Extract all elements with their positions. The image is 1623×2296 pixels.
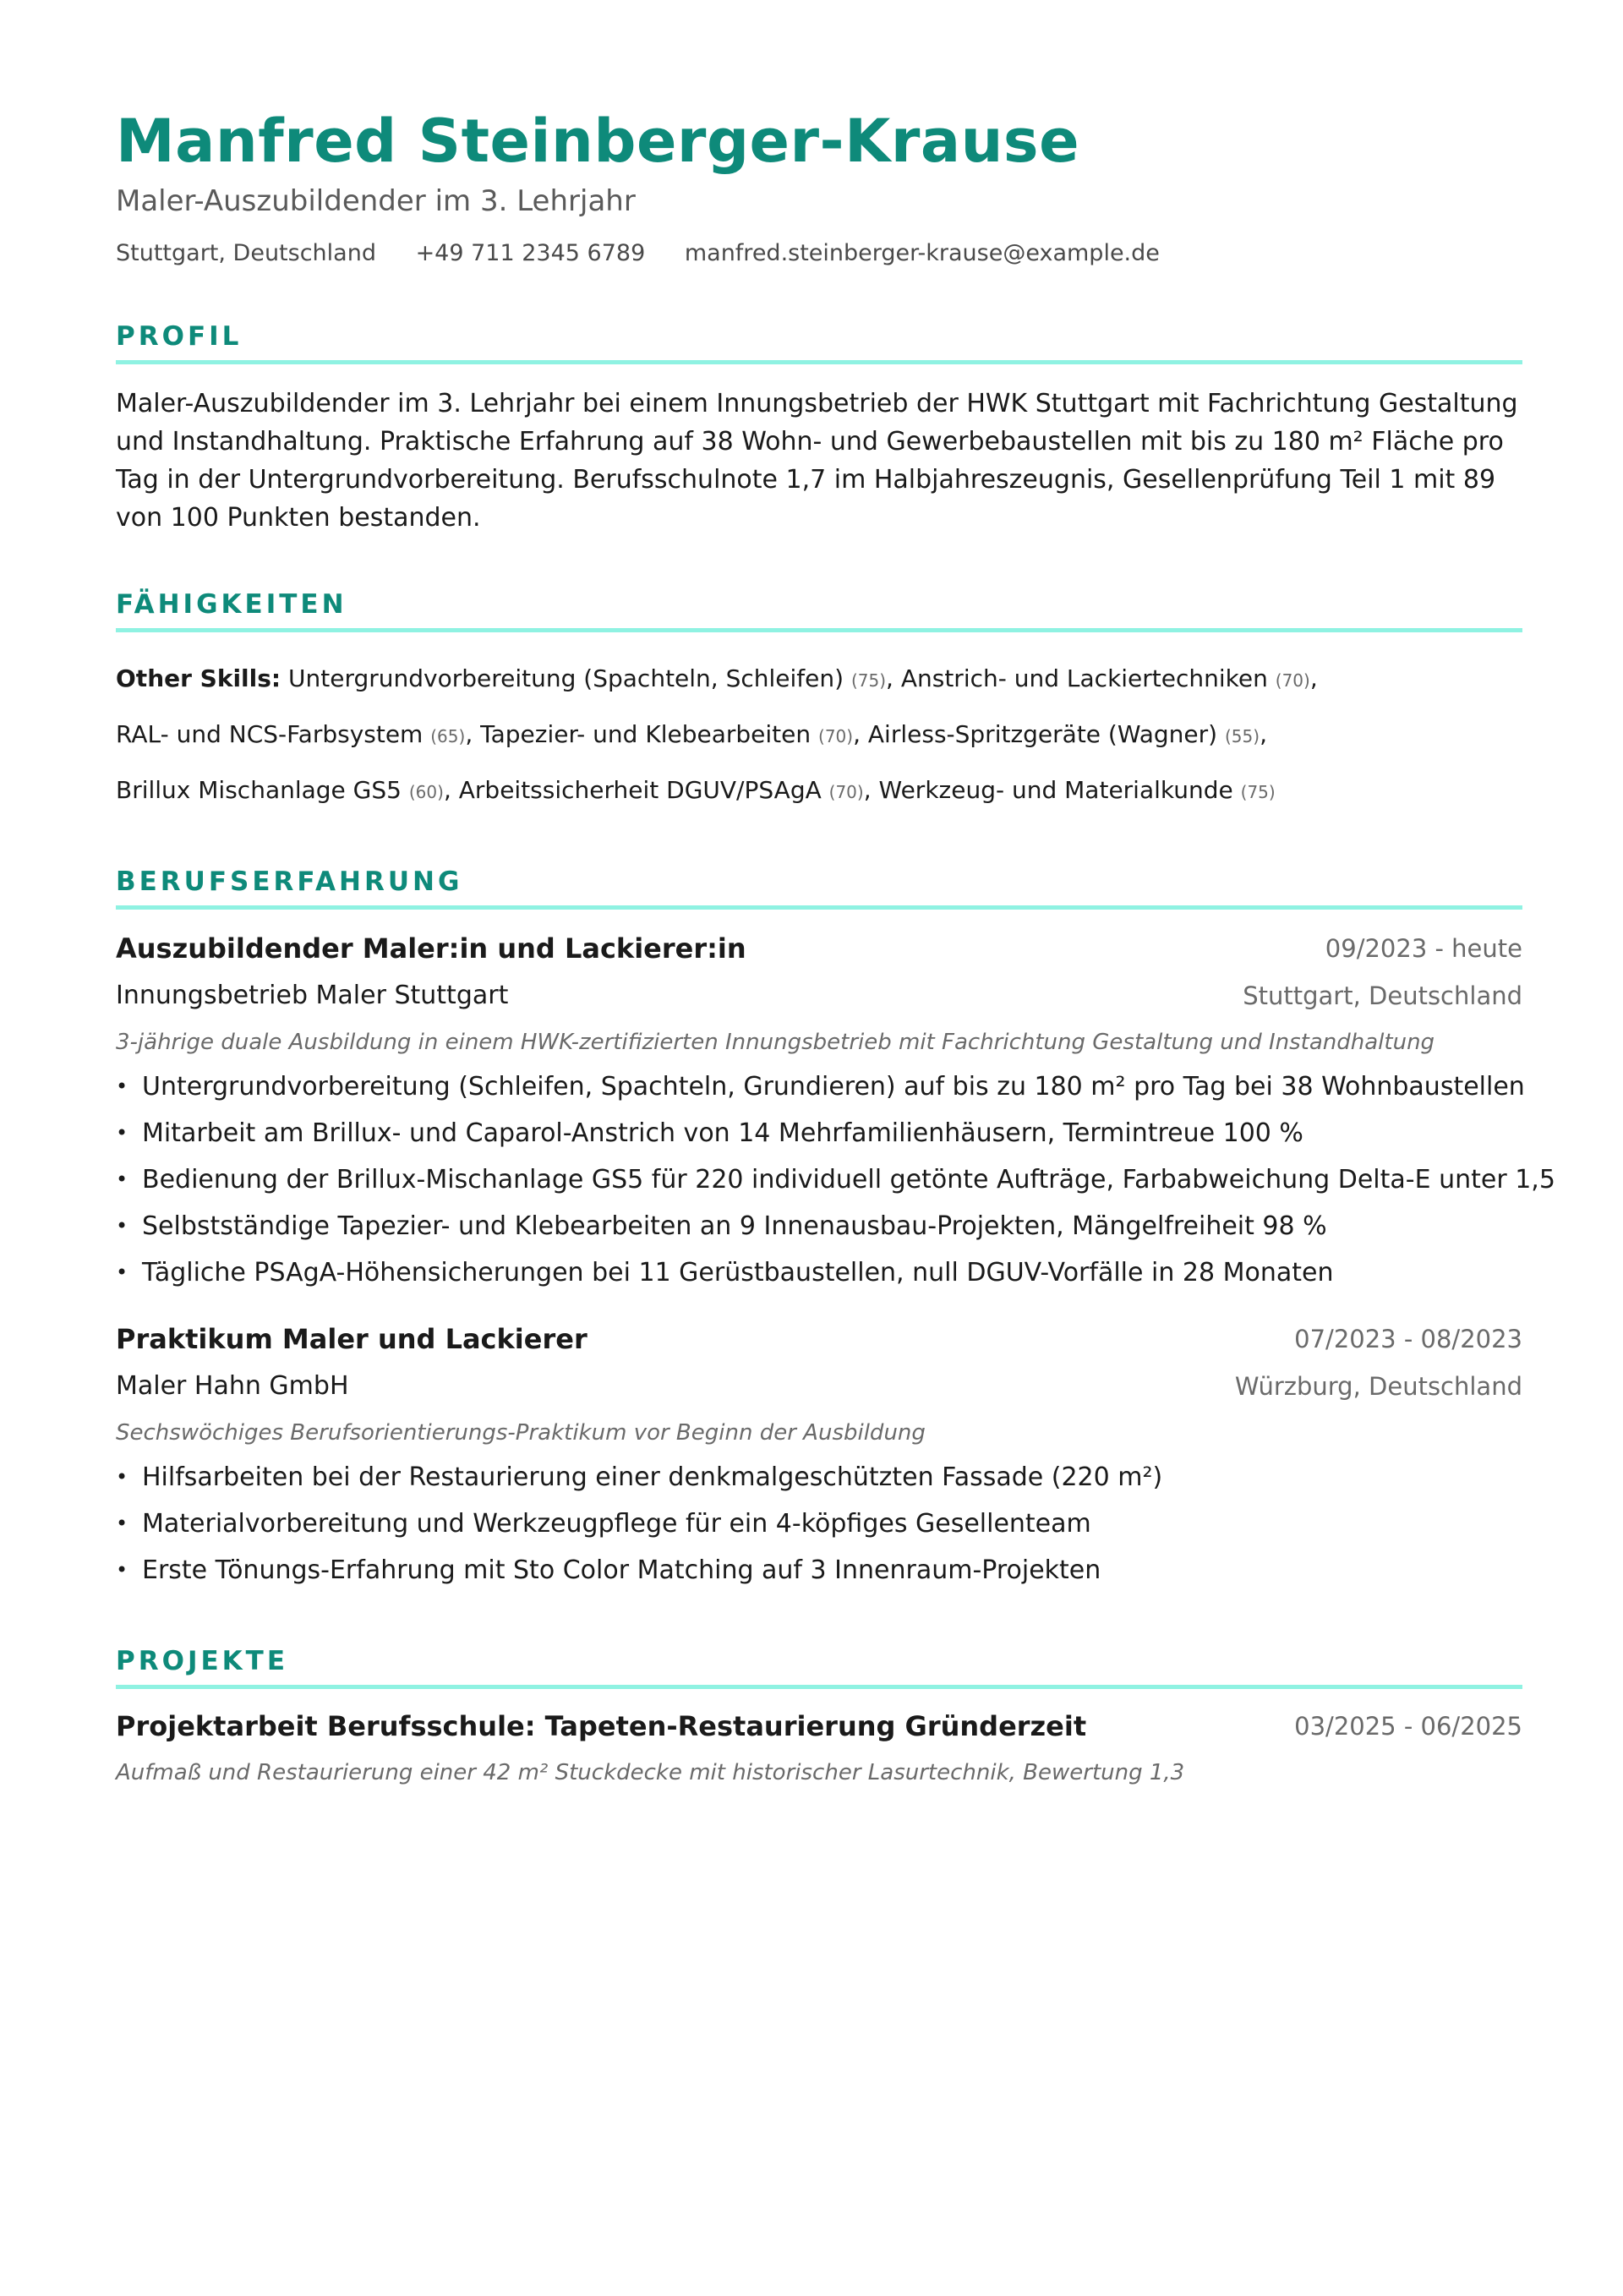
section-title-skills: FÄHIGKEITEN: [116, 586, 1522, 632]
project-title: Projektarbeit Berufsschule: Tapeten-Restaurierung Gründerzeit: [116, 1710, 1087, 1742]
skill-item: Arbeitssicherheit DGUV/PSAgA: [458, 776, 822, 804]
section-title-projects: PROJEKTE: [116, 1643, 1522, 1689]
job-location: Stuttgart, Deutschland: [1243, 981, 1522, 1010]
list-item: • Hilfsarbeiten bei der Restaurierung einer denkmalgeschützten Fassade (220 m²): [116, 1454, 1522, 1501]
job-dates: 07/2023 - 08/2023: [1294, 1325, 1522, 1353]
skills-list: Other Skills: Untergrundvorbereitung (Spachteln, Schleifen) (75), Anstrich- und Lackiertechniken (70), RAL- und NCS-Farbsystem (65), Tapezier- und Klebearbeiten (70), Airless-Spritzgeräte (Wagner) (55), Brillux Mischanlage GS5 (60), Arbeitssicherheit DGUV/PSAgA (70), Werkzeug- und Materialkunde (75): [116, 664, 1318, 804]
skill-level: (70): [1275, 670, 1310, 691]
job-bullets: [116, 1063, 1555, 1296]
list-item: • Materialvorbereitung und Werkzeugpflege für ein 4-köpfiges Gesellenteam: [116, 1501, 1522, 1547]
list-item: • Selbstständige Tapezier- und Klebearbeiten an 9 Innenausbau-Projekten, Mängelfreiheit 98 %: [116, 1203, 1522, 1249]
candidate-headline: Maler-Auszubildender im 3. Lehrjahr: [116, 184, 636, 218]
project-summary: Aufmaß und Restaurierung einer 42 m² Stuckdecke mit historischer Lasurtechnik, Bewertung 1,3: [116, 1760, 1185, 1785]
skill-item: Werkzeug- und Materialkunde: [878, 776, 1233, 804]
profile-text: Maler-Auszubildender im 3. Lehrjahr bei einem Innungsbetrieb der HWK Stuttgart mit Fachrichtung Gestaltung und Instandhaltung. Praktische Erfahrung auf 38 Wohn- und Gewerbebaustellen mit bis zu 180 m² Fläche pro Tag in der Untergrundvorbereitung. Berufsschulnote 1,7 im Halbjahreszeugnis, Gesellenprüfung Teil 1 mit 89 von 100 Punkten bestanden.: [116, 389, 1518, 533]
skill-level: (60): [408, 782, 444, 802]
list-item: • Erste Tönungs-Erfahrung mit Sto Color Matching auf 3 Innenraum-Projekten: [116, 1547, 1522, 1594]
list-item: • Bedienung der Brillux-Mischanlage GS5 für 220 individuell getönte Aufträge, Farbabweichung Delta-E unter 1,5: [116, 1156, 1522, 1203]
job-summary: Sechswöchiges Berufsorientierungs-Praktikum vor Beginn der Ausbildung: [116, 1420, 926, 1446]
skill-item: Untergrundvorbereitung (Spachteln, Schleifen): [288, 664, 844, 692]
skill-level: (70): [818, 726, 854, 746]
contact-location: Stuttgart, Deutschland: [116, 240, 376, 266]
job-company: Maler Hahn GmbH: [116, 1371, 349, 1401]
skill-level: (75): [1240, 782, 1276, 802]
candidate-name: Manfred Steinberger-Krause: [116, 107, 1080, 176]
skill-item: Tapezier- und Klebearbeiten: [480, 720, 812, 748]
skill-level: (55): [1225, 726, 1260, 746]
job-summary: 3-jährige duale Ausbildung in einem HWK-zertifizierten Innungsbetrieb mit Fachrichtung Gestaltung und Instandhaltung: [116, 1030, 1435, 1055]
list-item: • Tägliche PSAgA-Höhensicherungen bei 11 Gerüstbaustellen, null DGUV-Vorfälle in 28 Monaten: [116, 1249, 1522, 1296]
skill-item: Anstrich- und Lackiertechniken: [900, 664, 1268, 692]
job-location: Würzburg, Deutschland: [1234, 1372, 1522, 1401]
contact-line: [116, 237, 1192, 271]
skill-item: RAL- und NCS-Farbsystem: [116, 720, 424, 748]
skill-level: (65): [430, 726, 466, 746]
project-dates: 03/2025 - 06/2025: [1294, 1712, 1522, 1741]
skill-level: (75): [850, 670, 887, 691]
skills-group-label: Other Skills:: [116, 664, 281, 692]
section-title-profile: PROFIL: [116, 318, 1522, 364]
job-title: Auszubildender Maler:in und Lackierer:in: [116, 932, 746, 965]
skill-item: Airless-Spritzgeräte (Wagner): [867, 720, 1218, 748]
job-bullets: [116, 1454, 1522, 1594]
contact-phone[interactable]: +49 711 2345 6789: [415, 240, 646, 266]
list-item: • Untergrundvorbereitung (Schleifen, Spachteln, Grundieren) auf bis zu 180 m² pro Tag bei 38 Wohnbaustellen: [116, 1063, 1522, 1110]
contact-email[interactable]: manfred.steinberger-krause@example.de: [684, 240, 1160, 266]
job-company: Innungsbetrieb Maler Stuttgart: [116, 981, 509, 1010]
list-item: • Mitarbeit am Brillux- und Caparol-Anstrich von 14 Mehrfamilienhäusern, Termintreue 100 %: [116, 1110, 1522, 1156]
job-dates: 09/2023 - heute: [1325, 934, 1522, 963]
skill-level: (70): [828, 782, 864, 802]
section-title-experience: BERUFSERFAHRUNG: [116, 863, 1522, 910]
skill-item: Brillux Mischanlage GS5: [116, 776, 402, 804]
job-title: Praktikum Maler und Lackierer: [116, 1323, 587, 1355]
